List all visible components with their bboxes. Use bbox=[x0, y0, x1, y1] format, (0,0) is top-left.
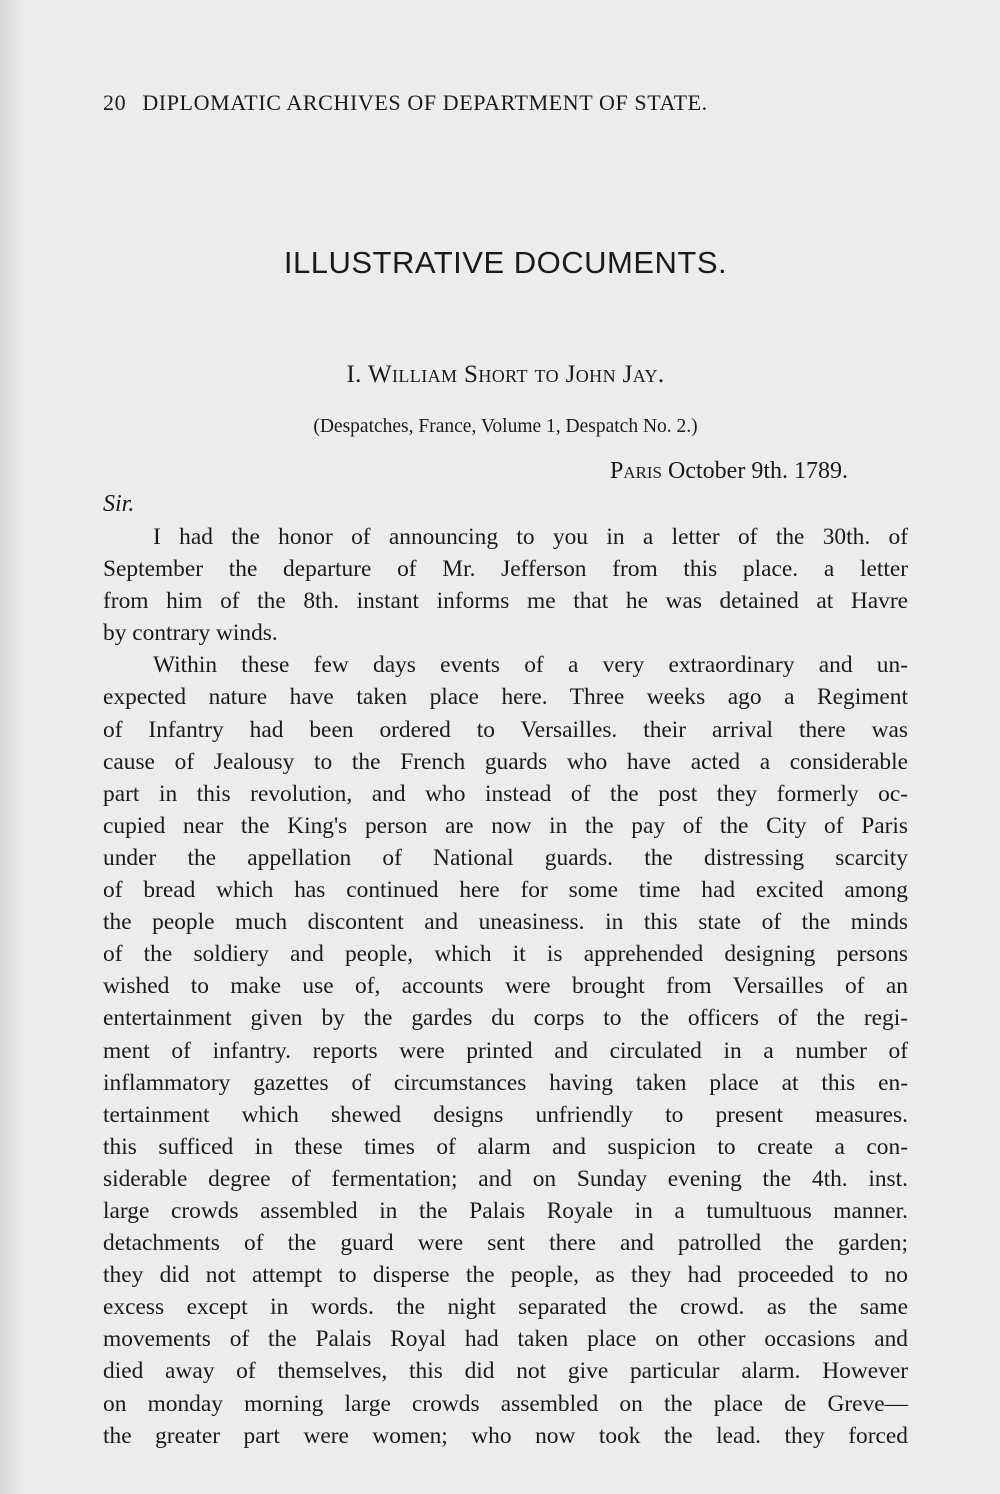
text-line: tertainment which shewed designs unfriendly to present measures. bbox=[103, 1101, 908, 1128]
text-line: cause of Jealousy to the French guards who have acted a considerable bbox=[103, 748, 908, 775]
section-title: ILLUSTRATIVE DOCUMENTS. bbox=[283, 245, 728, 280]
text-line: I had the honor of announcing to you in a letter of the 30th. of bbox=[153, 524, 908, 550]
running-header bbox=[103, 90, 843, 116]
dateline-date: October 9th. 1789. bbox=[668, 458, 848, 484]
text-line: by contrary winds. bbox=[103, 620, 278, 647]
text-line: Within these few days events of a very extraordinary and un- bbox=[153, 652, 908, 679]
text-line: of Infantry had been ordered to Versailles. their arrival there was bbox=[103, 716, 908, 743]
source-note: (Despatches, France, Volume 1, Despatch No. 2.) bbox=[313, 416, 698, 437]
text-line: wished to make use of, accounts were brought from Versailles of an bbox=[103, 973, 908, 1000]
text-line: ment of infantry. reports were printed and circulated in a number of bbox=[103, 1037, 908, 1064]
text-line: large crowds assembled in the Palais Royale in a tumultuous manner. bbox=[103, 1197, 908, 1224]
text-line: on monday morning large crowds assembled on the place de Greve— bbox=[103, 1390, 908, 1417]
paragraph bbox=[103, 521, 908, 649]
text-line: part in this revolution, and who instead of the post they formerly oc- bbox=[103, 780, 908, 807]
text-line: inflammatory gazettes of circumstances having taken place at this en- bbox=[103, 1069, 908, 1096]
document-heading: I. William Short to John Jay. bbox=[346, 361, 665, 388]
text-line: detachments of the guard were sent there and patrolled the garden; bbox=[103, 1230, 908, 1257]
text-line: this sufficed in these times of alarm and suspicion to create a con- bbox=[103, 1133, 908, 1160]
text-line: the people much discontent and uneasiness. in this state of the minds bbox=[103, 909, 908, 936]
letter-body bbox=[103, 521, 908, 1452]
text-line: of bread which has continued here for some time had excited among bbox=[103, 877, 908, 904]
text-line: siderable degree of fermentation; and on Sunday evening the 4th. inst. bbox=[103, 1165, 908, 1192]
text-line: the greater part were women; who now took the lead. they forced bbox=[103, 1422, 908, 1449]
paragraph bbox=[103, 649, 908, 1451]
text-line: from him of the 8th. instant informs me that he was detained at Havre bbox=[103, 588, 908, 615]
text-line: of the soldiery and people, which it is apprehended designing persons bbox=[103, 941, 908, 968]
text-line: September the departure of Mr. Jefferson from this place. a letter bbox=[103, 556, 908, 583]
page-edge-shadow bbox=[0, 0, 24, 1494]
text-line: cupied near the King's person are now in the pay of the City of Paris bbox=[103, 812, 908, 839]
text-line: they did not attempt to disperse the people, as they had proceeded to no bbox=[103, 1262, 908, 1289]
text-line: entertainment given by the gardes du corps to the officers of the regi- bbox=[103, 1005, 908, 1032]
text-line: excess except in words. the night separated the crowd. as the same bbox=[103, 1294, 908, 1321]
text-line: expected nature have taken place here. Three weeks ago a Regiment bbox=[103, 684, 908, 711]
text-line: movements of the Palais Royal had taken place on other occasions and bbox=[103, 1326, 908, 1353]
running-title: DIPLOMATIC ARCHIVES OF DEPARTMENT OF STATE. bbox=[142, 90, 708, 115]
salutation: Sir. bbox=[103, 491, 135, 517]
text-line: under the appellation of National guards. the distressing scarcity bbox=[103, 844, 908, 871]
page-number: 20 bbox=[103, 90, 127, 115]
dateline-place: Paris bbox=[609, 458, 663, 484]
text-line: died away of themselves, this did not give particular alarm. However bbox=[103, 1358, 908, 1385]
dateline bbox=[610, 458, 848, 485]
